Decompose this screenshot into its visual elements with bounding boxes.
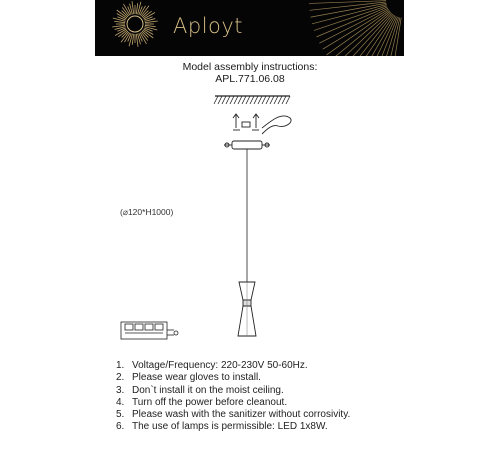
ceiling-hatch <box>214 96 290 104</box>
brand-name: Aployt <box>173 14 244 38</box>
list-item: 6. The use of lamps is permissible: LED 1x8W. <box>116 421 328 433</box>
list-item: 1. Voltage/Frequency: 220-230V 50-60Hz. <box>116 360 308 371</box>
instructions-list <box>116 360 350 434</box>
terminal-block <box>121 322 178 339</box>
list-item: 4. Turn off the power before cleanout. <box>116 396 288 408</box>
title-line-1: Model assembly instructions: <box>182 61 318 73</box>
mounting-bracket <box>224 114 291 149</box>
lamp-shade <box>238 282 256 336</box>
model-number: APL.771.06.08 <box>215 73 285 85</box>
dimension-note: (⌀120*H1000) <box>120 207 174 217</box>
list-item: 3. Don`t install it on the moist ceiling. <box>116 384 284 396</box>
list-item: 2. Please wear gloves to install. <box>116 372 261 384</box>
list-item: 5. Please wash with the sanitizer without corrosivity. <box>116 409 351 421</box>
